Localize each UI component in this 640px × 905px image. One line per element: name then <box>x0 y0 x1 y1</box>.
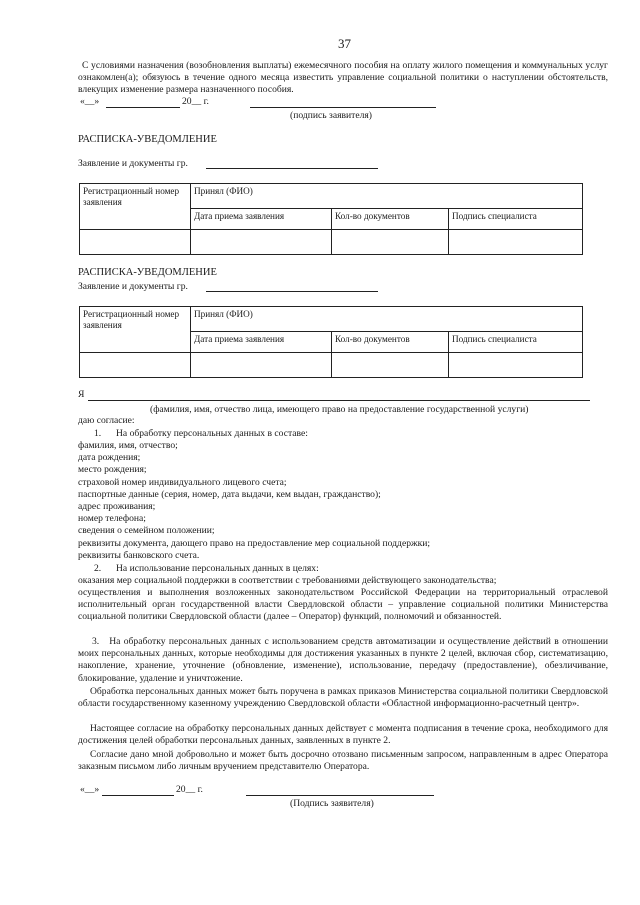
item2-b: осуществления и выполнения возложенных законодательством Российской Федерации на территориальный отраслевой исполнительный орган государственной власти Свердловской области – управление социальной политики Министерства социальной политики Свердловской области (далее – Оператор) функций, полномочий и обязанностей. <box>78 587 608 623</box>
receipt1-table <box>79 183 583 255</box>
item1-list <box>78 440 430 562</box>
receipt2-date-header: Дата приема заявления <box>191 332 332 353</box>
receipt2-count-header: Кол-во документов <box>332 332 449 353</box>
intro-date-year: 20__ г. <box>182 96 209 107</box>
intro-paragraph: С условиями назначения (возобновления выплаты) ежемесячного пособия на оплату жилого помещения и коммунальных услуг ознакомлен(а); обязуюсь в течение одного месяца известить управление социальной политики о наступлении обстоятельств, влекущих изменение размера назначенного пособия. <box>78 60 608 96</box>
para-valid: Настоящее согласие на обработку персональных данных действует с момента подписания в течение срока, необходимого для достижения целей обработки персональных данных, заявленных в пункте 2. <box>78 723 608 747</box>
list-item: реквизиты банковского счета. <box>78 549 200 561</box>
consent-date-month-line <box>102 795 174 796</box>
item1-text: На обработку персональных данных в составе: <box>116 428 308 439</box>
receipt1-signature-cell[interactable] <box>449 230 583 255</box>
consent-date-day: «__» <box>80 784 100 795</box>
para-revoke: Согласие дано мной добровольно и может быть досрочно отозвано письменным запросом, направленным в адрес Оператора заказным письмом либо личным вручением представителю Оператора. <box>78 749 608 773</box>
para-orders: Обработка персональных данных может быть поручена в рамках приказов Министерства социальной политики Свердловской области государственному казенному учреждению Свердловской области «Областной информационно-расчетный центр». <box>78 686 608 710</box>
list-item: фамилия, имя, отчество; <box>78 440 178 451</box>
receipt2-accepted-header: Принял (ФИО) <box>191 307 583 332</box>
consent-fio-line <box>88 400 590 401</box>
receipt1-reg-number-cell[interactable] <box>80 230 191 255</box>
list-item: дата рождения; <box>78 452 141 464</box>
receipt1-date-header: Дата приема заявления <box>191 209 332 230</box>
consent-ya: Я <box>78 389 85 400</box>
receipt1-accepted-header: Принял (ФИО) <box>191 184 583 209</box>
list-item: паспортные данные (серия, номер, дата выдачи, кем выдан, гражданство); <box>78 488 381 500</box>
receipt2-date-cell[interactable] <box>191 353 332 378</box>
consent-fio-caption: (фамилия, имя, отчество лица, имеющего право на предоставление государственной услуги) <box>150 404 529 415</box>
intro-signature-caption: (подпись заявителя) <box>290 110 373 121</box>
item2-a: оказания мер социальной поддержки в соответствии с требованиями действующего законодательства; <box>78 575 497 586</box>
receipt2-docs-line <box>206 291 378 292</box>
receipt2-docs-label: Заявление и документы гр. <box>78 281 188 292</box>
list-item: адрес проживания; <box>78 501 156 513</box>
item1-number: 1. <box>94 428 102 439</box>
intro-signature-line <box>250 107 436 108</box>
item3-paragraph <box>78 636 608 685</box>
receipt2-reg-number-cell[interactable] <box>80 353 191 378</box>
receipt1-reg-number-header: Регистрационный номер заявления <box>80 184 191 230</box>
receipt2-count-cell[interactable] <box>332 353 449 378</box>
receipt2-table <box>79 306 583 378</box>
list-item: реквизиты документа, дающего право на предоставление мер социальной поддержки; <box>78 537 431 549</box>
item3-text: На обработку персональных данных с использованием средств автоматизации и осуществление действий в отношении моих персональных данных, которые необходимы для достижения указанных в пункте 2 целей, включая сбор, систематизацию, накопление, хранение, уточнение (обновление, изменение), использование, передачу (предоставление), обезличивание, блокирование, удаление и уничтожение. <box>78 636 608 684</box>
item3-number: 3. <box>92 636 100 647</box>
list-item: номер телефона; <box>78 513 146 525</box>
receipt1-count-cell[interactable] <box>332 230 449 255</box>
consent-date-year: 20__ г. <box>176 784 203 795</box>
receipt1-title: РАСПИСКА-УВЕДОМЛЕНИЕ <box>78 134 217 145</box>
list-item: страховой номер индивидуального лицевого счета; <box>78 476 287 488</box>
intro-date-month-line <box>106 107 180 108</box>
item2-text: На использование персональных данных в целях: <box>116 563 319 574</box>
receipt2-signature-header: Подпись специалиста <box>449 332 583 353</box>
list-item: сведения о семейном положении; <box>78 525 215 537</box>
receipt1-docs-label: Заявление и документы гр. <box>78 158 188 169</box>
item2-number: 2. <box>94 563 102 574</box>
receipt2-reg-number-header: Регистрационный номер заявления <box>80 307 191 353</box>
receipt1-date-cell[interactable] <box>191 230 332 255</box>
receipt1-docs-line <box>206 168 378 169</box>
page-number: 37 <box>338 36 351 51</box>
consent-signature-caption: (Подпись заявителя) <box>290 798 374 809</box>
receipt1-signature-header: Подпись специалиста <box>449 209 583 230</box>
receipt2-title: РАСПИСКА-УВЕДОМЛЕНИЕ <box>78 267 217 278</box>
receipt1-count-header: Кол-во документов <box>332 209 449 230</box>
consent-daiu: даю согласие: <box>78 415 135 426</box>
list-item: место рождения; <box>78 464 147 476</box>
receipt2-signature-cell[interactable] <box>449 353 583 378</box>
intro-date-day: «__» <box>80 96 100 107</box>
consent-signature-line <box>246 795 434 796</box>
